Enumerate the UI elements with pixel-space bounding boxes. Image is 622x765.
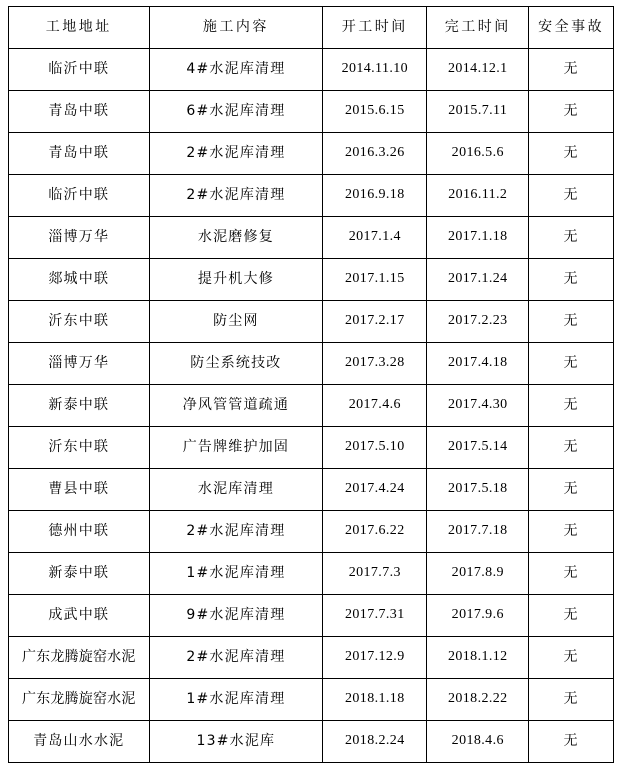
cell-accident: 无 [529,637,614,679]
cell-start-time: 2017.2.17 [323,301,427,343]
cell-end-time: 2017.4.30 [427,385,529,427]
cell-content: 1#水泥库清理 [149,553,323,595]
cell-address: 淄博万华 [9,217,150,259]
table-row [9,217,614,259]
cell-accident: 无 [529,217,614,259]
cell-content: 2#水泥库清理 [149,175,323,217]
cell-accident: 无 [529,91,614,133]
cell-end-time: 2017.8.9 [427,553,529,595]
cell-start-time: 2017.7.31 [323,595,427,637]
cell-address: 临沂中联 [9,49,150,91]
cell-end-time: 2016.11.2 [427,175,529,217]
cell-end-time: 2017.5.14 [427,427,529,469]
cell-start-time: 2016.3.26 [323,133,427,175]
cell-end-time: 2015.7.11 [427,91,529,133]
table-row [9,133,614,175]
cell-start-time: 2017.1.15 [323,259,427,301]
cell-end-time: 2017.1.24 [427,259,529,301]
cell-end-time: 2018.2.22 [427,679,529,721]
cell-accident: 无 [529,427,614,469]
cell-content: 广告牌维护加固 [149,427,323,469]
cell-end-time: 2017.7.18 [427,511,529,553]
table-row [9,49,614,91]
table-row [9,595,614,637]
cell-content: 4#水泥库清理 [149,49,323,91]
table-row [9,553,614,595]
cell-address: 广东龙腾旋窑水泥 [9,637,150,679]
cell-address: 成武中联 [9,595,150,637]
cell-content: 防尘网 [149,301,323,343]
cell-end-time: 2017.5.18 [427,469,529,511]
table-row [9,511,614,553]
cell-content: 9#水泥库清理 [149,595,323,637]
cell-accident: 无 [529,553,614,595]
table-row [9,301,614,343]
cell-address: 新泰中联 [9,553,150,595]
cell-content: 2#水泥库清理 [149,511,323,553]
table-row [9,259,614,301]
construction-records-table [8,6,614,763]
table-row [9,721,614,763]
cell-content: 水泥磨修复 [149,217,323,259]
cell-accident: 无 [529,175,614,217]
cell-address: 德州中联 [9,511,150,553]
cell-end-time: 2018.1.12 [427,637,529,679]
cell-accident: 无 [529,679,614,721]
cell-start-time: 2017.7.3 [323,553,427,595]
cell-content: 2#水泥库清理 [149,637,323,679]
cell-content: 净风管管道疏通 [149,385,323,427]
cell-accident: 无 [529,301,614,343]
column-header-content: 施工内容 [149,7,323,49]
cell-content: 水泥库清理 [149,469,323,511]
cell-end-time: 2017.4.18 [427,343,529,385]
cell-address: 青岛中联 [9,133,150,175]
cell-address: 新泰中联 [9,385,150,427]
cell-content: 2#水泥库清理 [149,133,323,175]
cell-content: 13#水泥库 [149,721,323,763]
table-row [9,637,614,679]
column-header-accident: 安全事故 [529,7,614,49]
cell-content: 提升机大修 [149,259,323,301]
cell-end-time: 2017.2.23 [427,301,529,343]
cell-start-time: 2018.1.18 [323,679,427,721]
cell-address: 广东龙腾旋窑水泥 [9,679,150,721]
cell-content: 防尘系统技改 [149,343,323,385]
table-row [9,91,614,133]
cell-address: 沂东中联 [9,301,150,343]
cell-accident: 无 [529,385,614,427]
cell-accident: 无 [529,259,614,301]
cell-address: 青岛中联 [9,91,150,133]
cell-start-time: 2017.5.10 [323,427,427,469]
cell-start-time: 2015.6.15 [323,91,427,133]
cell-address: 郯城中联 [9,259,150,301]
table-header [9,7,614,49]
table-row [9,175,614,217]
cell-content: 6#水泥库清理 [149,91,323,133]
cell-start-time: 2018.2.24 [323,721,427,763]
table-row [9,427,614,469]
cell-address: 沂东中联 [9,427,150,469]
cell-end-time: 2016.5.6 [427,133,529,175]
cell-address: 淄博万华 [9,343,150,385]
cell-end-time: 2017.9.6 [427,595,529,637]
cell-start-time: 2014.11.10 [323,49,427,91]
table-row [9,385,614,427]
cell-start-time: 2017.4.6 [323,385,427,427]
column-header-address: 工地地址 [9,7,150,49]
table-body [9,49,614,763]
cell-accident: 无 [529,343,614,385]
cell-start-time: 2016.9.18 [323,175,427,217]
cell-start-time: 2017.3.28 [323,343,427,385]
column-header-end-time: 完工时间 [427,7,529,49]
cell-start-time: 2017.12.9 [323,637,427,679]
cell-content: 1#水泥库清理 [149,679,323,721]
table-row [9,679,614,721]
cell-address: 临沂中联 [9,175,150,217]
cell-start-time: 2017.6.22 [323,511,427,553]
cell-address: 青岛山水水泥 [9,721,150,763]
cell-accident: 无 [529,133,614,175]
table-row [9,343,614,385]
cell-accident: 无 [529,49,614,91]
cell-accident: 无 [529,469,614,511]
cell-start-time: 2017.1.4 [323,217,427,259]
cell-end-time: 2017.1.18 [427,217,529,259]
column-header-start-time: 开工时间 [323,7,427,49]
cell-end-time: 2018.4.6 [427,721,529,763]
table-header-row [9,7,614,49]
cell-accident: 无 [529,721,614,763]
cell-accident: 无 [529,511,614,553]
cell-accident: 无 [529,595,614,637]
cell-start-time: 2017.4.24 [323,469,427,511]
cell-end-time: 2014.12.1 [427,49,529,91]
cell-address: 曹县中联 [9,469,150,511]
table-row [9,469,614,511]
